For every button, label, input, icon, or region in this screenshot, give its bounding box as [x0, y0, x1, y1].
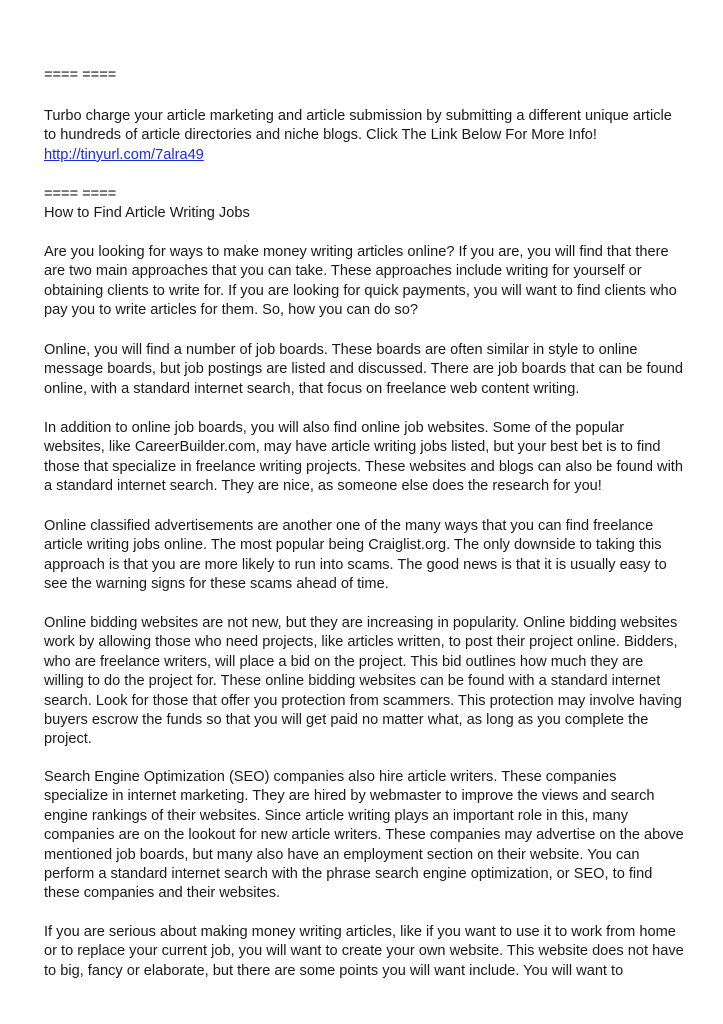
promo-block: [44, 107, 684, 165]
paragraph-4: Online classified advertisements are another one of the many ways that you can find freelance article writing jobs online. The most popular being Craiglist.org. The only downside to taking this approach is that you are more likely to run into scams. The good news is that it is usually easy to see the warning signs for these scams ahead of time.: [44, 518, 667, 593]
separator-top: ==== ====: [44, 67, 117, 83]
paragraph-7: If you are serious about making money writing articles, like if you want to use it to work from home or to replace your current job, you will want to create your own website. This website does not have to big, fancy or elaborate, but there are some points you will want include. You will want to: [44, 924, 684, 979]
paragraph-2: Online, you will find a number of job boards. These boards are often similar in style to online message boards, but job postings are listed and discussed. There are job boards that can be found online, with a standard internet search, that focus on freelance web content writing.: [44, 342, 684, 397]
separator-bottom: ==== ====: [44, 186, 117, 202]
paragraph-5: Online bidding websites are not new, but they are increasing in popularity. Online bidding websites work by allowing those who need projects, like articles written, to post their project online. Bidders, who are freelance writers, will place a bid on the project. This bid outlines how much they are willing to do the project for. These online bidding websites can be found with a standard internet search. Look for those that offer you protection from scammers. This protection may involve having buyers escrow the funds so that you will get paid no matter what, as long as you complete the project.: [44, 615, 682, 748]
paragraph-3: In addition to online job boards, you will also find online job websites. Some of the popular websites, like CareerBuilder.com, may have article writing jobs listed, but your best bet is to find those that specialize in freelance writing projects. These websites and blogs can also be found with a standard internet search. They are nice, as someone else does the research for you!: [44, 420, 683, 495]
promo-link[interactable]: http://tinyurl.com/7alra49: [44, 146, 204, 163]
paragraph-1: Are you looking for ways to make money writing articles online? If you are, you will find that there are two main approaches that you can take. These approaches include writing for yourself or obtaining clients to write for. If you are looking for quick payments, you will want to find clients who pay you to write articles for them. So, how you can do so?: [44, 244, 677, 319]
article-title: How to Find Article Writing Jobs: [44, 205, 250, 221]
paragraph-6: Search Engine Optimization (SEO) companies also hire article writers. These companies specialize in internet marketing. They are hired by webmaster to improve the views and search engine rankings of their websites. Since article writing plays an important role in this, many companies are on the lookout for new article writers. These companies may advertise on the above mentioned job boards, but many also have an employment section on their website. You can perform a standard internet search with the phrase search engine optimization, or SEO, to find these companies and their websites.: [44, 769, 684, 902]
promo-text: Turbo charge your article marketing and article submission by submitting a different unique article to hundreds of article directories and niche blogs. Click The Link Below For More Info!: [44, 108, 672, 144]
